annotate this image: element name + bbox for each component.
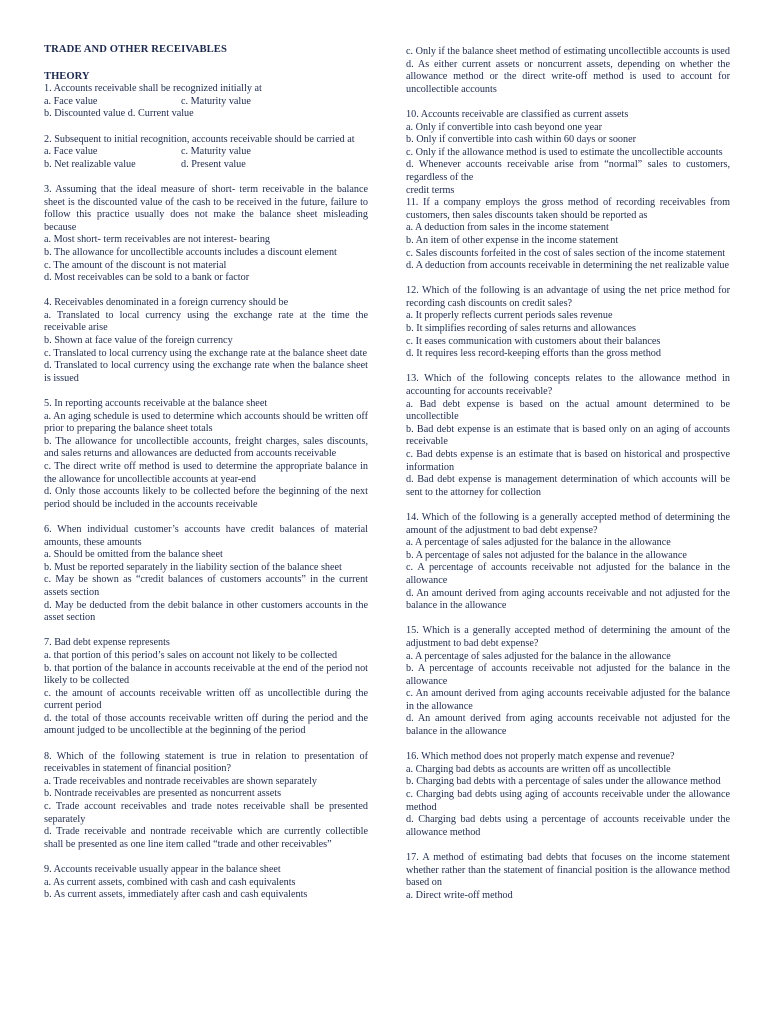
option-a: a. Bad debt expense is based on the actual amount determined to be uncollectible (406, 398, 730, 423)
question-6 (44, 524, 368, 625)
option-a: a. Should be omitted from the balance sheet (44, 549, 223, 561)
question-15 (406, 625, 730, 738)
option-b: b. An item of other expense in the income statement (406, 234, 619, 246)
option-c: c. May be shown as “credit balances of customers accounts” in the current assets section (44, 574, 368, 598)
question-9 (44, 864, 368, 902)
question-stem: 13. Which of the following concepts relates to the allowance method in accounting for accounts receivable? (406, 373, 730, 398)
question-stem: 12. Which of the following is an advantage of using the net price method for recording cash discounts on credit sales? (406, 285, 730, 309)
option-b: b. Shown at face value of the foreign currency (44, 335, 233, 347)
option-b: b. Nontrade receivables are presented as noncurrent assets (44, 788, 282, 800)
option-c: c. the amount of accounts receivable written off as uncollectible during the current period (44, 687, 368, 712)
question-2 (44, 134, 368, 172)
option-b: b. The allowance for uncollectible accounts, freight charges, sales discounts, and sales returns and allowances are deducted from accounts receivable (44, 435, 368, 460)
question-stem: 5. In reporting accounts receivable at the balance sheet (44, 398, 268, 410)
option-d: d. Most receivables can be sold to a bank or factor (44, 272, 250, 284)
question-stem: 11. If a company employs the gross method of recording receivables from customers, then sales discounts taken should be reported as (406, 197, 730, 221)
option-a: a. Translated to local currency using the exchange rate at the time the receivable arise (44, 309, 368, 334)
option-c: c. Sales discounts forfeited in the cost of sales section of the income statement (406, 247, 726, 259)
question-1 (44, 83, 368, 121)
option-c: c. The direct write off method is used to determine the appropriate balance in the allowance for uncollectible accounts at year-end (44, 461, 368, 485)
option-b: b. A percentage of sales not adjusted for the balance in the allowance (406, 549, 687, 561)
option-a: a. As current assets, combined with cash and cash equivalents (44, 876, 296, 888)
option-b: b. Net realizable value (44, 158, 136, 170)
question-7 (44, 637, 368, 738)
option-c: c. Maturity value (181, 95, 251, 107)
question-3 (44, 184, 368, 285)
right-column (406, 46, 730, 902)
option-b: b. Charging bad debts with a percentage of sales under the allowance method (406, 776, 721, 788)
option-d-continued: credit terms (406, 184, 455, 196)
option-d: d. It requires less record-keeping efforts than the gross method (406, 348, 661, 360)
option-a: a. Most short- term receivables are not interest- bearing (44, 234, 271, 246)
option-b: b. The allowance for uncollectible accounts includes a discount element (44, 246, 337, 258)
question-14 (406, 512, 730, 613)
question-9-continued (406, 46, 730, 96)
option-c: c. Charging bad debts using aging of accounts receivable under the allowance method (406, 789, 730, 813)
question-8 (44, 751, 368, 852)
option-a: a. An aging schedule is used to determine which accounts should be written off prior to preparing the balance sheet totals (44, 410, 368, 435)
option-d: d. A deduction from accounts receivable in determining the net realizable value (406, 260, 730, 272)
option-c: c. Translated to local currency using the exchange rate at the balance sheet date (44, 347, 368, 359)
option-a: a. A percentage of sales adjusted for the balance in the allowance (406, 537, 671, 549)
option-b: b. A percentage of accounts receivable not adjusted for the balance in the allowance (406, 663, 730, 687)
question-stem: 7. Bad debt expense represents (44, 637, 170, 649)
option-c: c. Only if the balance sheet method of estimating uncollectible accounts is used (406, 46, 730, 57)
option-c: c. An amount derived from aging accounts receivable adjusted for the balance in the allowance (406, 688, 730, 712)
section-heading: THEORY (44, 70, 90, 82)
question-11 (406, 197, 730, 273)
option-c: c. Maturity value (181, 146, 251, 158)
option-d: d. Only those accounts likely to be collected before the beginning of the next period should be included in the accounts receivable (44, 486, 368, 510)
option-b: b. Only if convertible into cash within 60 days or sooner (406, 134, 637, 146)
option-d: d. Trade receivable and nontrade receivable which are currently collectible shall be presented as one line item called “trade and other receivables” (44, 826, 368, 850)
question-16 (406, 751, 730, 839)
option-a: a. A deduction from sales in the income statement (406, 222, 609, 234)
option-a: a. Only if convertible into cash beyond one year (406, 121, 603, 133)
option-c: c. A percentage of accounts receivable not adjusted for the balance in the allowance (406, 562, 730, 586)
option-a: a. A percentage of sales adjusted for the balance in the allowance (406, 650, 671, 662)
question-13 (406, 373, 730, 499)
option-d: d. As either current assets or noncurrent assets, depending on whether the allowance method or the direct write-off method is used to account for uncollectible accounts (406, 58, 730, 95)
question-stem: 8. Which of the following statement is true in relation to presentation of receivables in statement of financial position? (44, 750, 368, 775)
question-12 (406, 285, 730, 361)
option-d: d. the total of those accounts receivable written off during the period and the amount judged to be uncollectible at the beginning of the period (44, 712, 368, 737)
question-4 (44, 297, 368, 385)
question-stem: 2. Subsequent to initial recognition, accounts receivable should be carried at (44, 133, 355, 145)
document-title: TRADE AND OTHER RECEIVABLES (44, 44, 227, 55)
option-d: d. An amount derived from aging accounts receivable and not adjusted for the balance in the allowance (406, 587, 730, 612)
option-d: d. May be deducted from the debit balance in other customers accounts in the asset section (44, 599, 368, 624)
option-d: d. Translated to local currency using the exchange rate when the balance sheet is issued (44, 360, 368, 384)
question-stem: 17. A method of estimating bad debts that focuses on the income statement whether rather than the statement of financial position is the allowance method based on (406, 852, 730, 889)
option-a: a. Charging bad debts as accounts are written off as uncollectible (406, 763, 671, 775)
option-a: a. Trade receivables and nontrade receivables are shown separately (44, 775, 317, 787)
option-b: b. It simplifies recording of sales returns and allowances (406, 323, 636, 335)
option-a: a. Face value (44, 95, 98, 107)
question-stem: 6. When individual customer’s accounts have credit balances of material amounts, these amounts (44, 523, 368, 548)
option-d: d. Charging bad debts using a percentage of accounts receivable under the allowance method (406, 814, 730, 838)
option-d: d. Whenever accounts receivable arise from “normal” sales to customers, regardless of the (406, 159, 730, 183)
question-stem: 4. Receivables denominated in a foreign currency should be (44, 297, 289, 309)
option-b: b. As current assets, immediately after cash and cash equivalents (44, 889, 308, 901)
question-17 (406, 852, 730, 902)
option-a: a. Face value (44, 146, 98, 158)
question-stem: 3. Assuming that the ideal measure of short- term receivable in the balance sheet is the discounted value of the cash to be received in the future, failure to follow this practice usually does not make the balance sheet misleading because (44, 183, 368, 233)
question-stem: 16. Which method does not properly match expense and revenue? (406, 751, 675, 763)
option-a: a. Direct write-off method (406, 889, 513, 901)
option-d: d. Bad debt expense is management determination of which accounts will be sent to the attorney for collection (406, 474, 730, 498)
question-stem: 14. Which of the following is a generally accepted method of determining the amount of the adjustment to bad debt expense? (406, 511, 730, 536)
left-column (44, 44, 368, 902)
question-stem: 9. Accounts receivable usually appear in the balance sheet (44, 864, 281, 875)
option-c: c. Trade account receivables and trade notes receivable shall be presented separately (44, 801, 368, 825)
question-stem: 15. Which is a generally accepted method of determining the amount of the adjustment to bad debt expense? (406, 625, 730, 649)
option-d: d. An amount derived from aging accounts receivable not adjusted for the balance in the allowance (406, 713, 730, 738)
option-c: c. Only if the allowance method is used to estimate the uncollectible accounts (406, 146, 723, 158)
option-d: d. Current value (127, 108, 194, 120)
option-c: c. The amount of the discount is not material (44, 259, 227, 271)
question-5 (44, 398, 368, 511)
option-c: c. Bad debts expense is an estimate that is based on historical and prospective information (406, 449, 730, 473)
option-b: b. that portion of the balance in accounts receivable at the end of the period not likely to be collected (44, 662, 368, 687)
option-b: b. Discounted value (44, 108, 126, 120)
question-stem: 10. Accounts receivable are classified as current assets (406, 108, 629, 120)
option-d: d. Present value (181, 158, 246, 170)
option-a: a. It properly reflects current periods sales revenue (406, 310, 613, 322)
option-b: b. Must be reported separately in the liability section of the balance sheet (44, 561, 342, 573)
option-b: b. Bad debt expense is an estimate that is based only on an aging of accounts receivable (406, 423, 730, 448)
option-a: a. that portion of this period’s sales on account not likely to be collected (44, 649, 338, 661)
question-10 (406, 109, 730, 197)
question-stem: 1. Accounts receivable shall be recognized initially at (44, 83, 262, 95)
option-c: c. It eases communication with customers about their balances (406, 335, 661, 347)
